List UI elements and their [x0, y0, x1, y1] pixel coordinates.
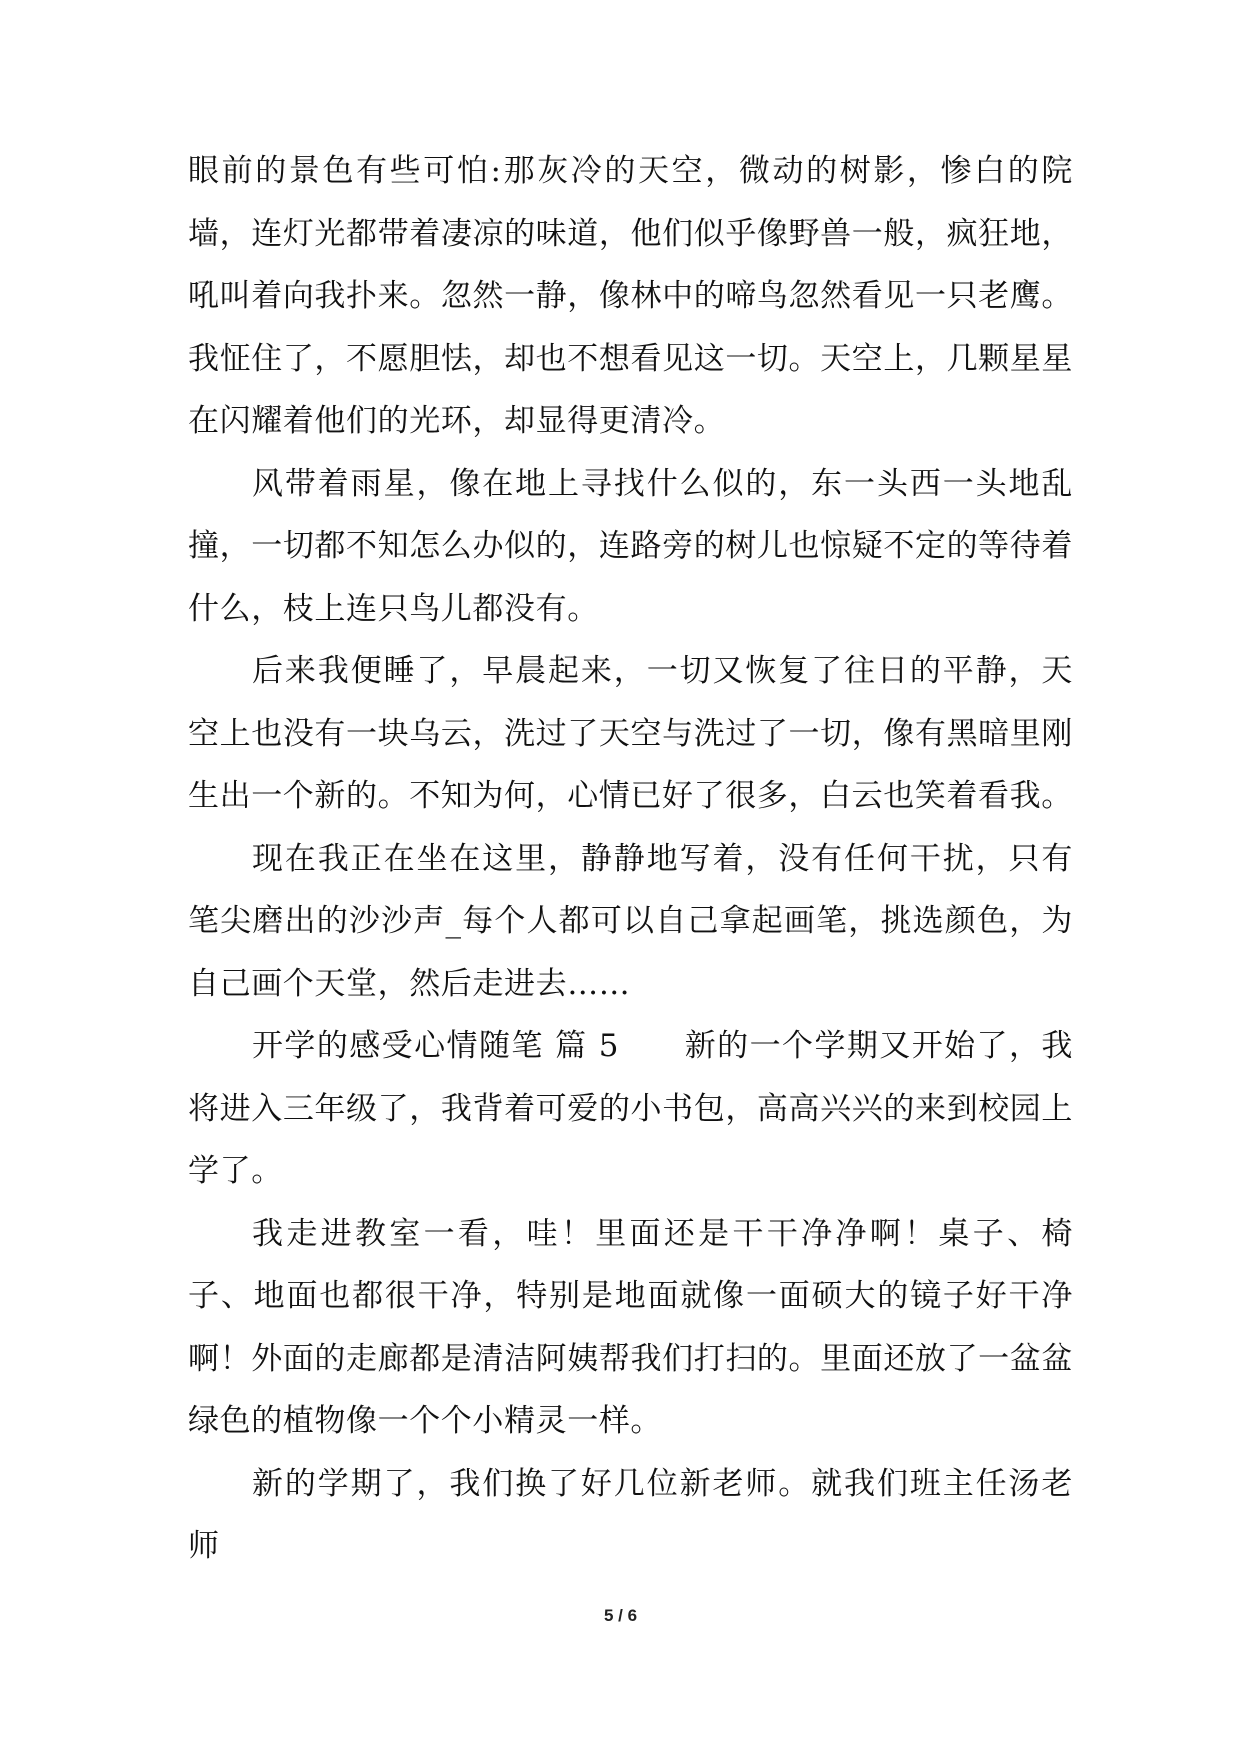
- page-number: 5 / 6: [603, 1606, 638, 1625]
- paragraph-6: 我走进教室一看，哇！里面还是干干净净啊！桌子、椅子、地面也都很干净，特别是地面就像一面硕大的镜子好干净啊！外面的走廊都是清洁阿姨帮我们打扫的。里面还放了一盆盆绿色的植物像一个个小精灵一样。: [188, 1215, 1073, 1439]
- paragraph-7: 新的学期了，我们换了好几位新老师。就我们班主任汤老师: [188, 1465, 1073, 1564]
- paragraph-1: 眼前的景色有些可怕:那灰冷的天空，微动的树影，惨白的院墙，连灯光都带着凄凉的味道，他们似乎像野兽一般，疯狂地，吼叫着向我扑来。忽然一静，像林中的啼鸟忽然看见一只老鹰。我怔住了，不愿胆怯，却也不想看见这一切。天空上，几颗星星在闪耀着他们的光环，却显得更清冷。: [188, 153, 1073, 439]
- paragraph-4: 现在我正在坐在这里，静静地写着，没有任何干扰，只有笔尖磨出的沙沙声_每个人都可以自己拿起画笔，挑选颜色，为自己画个天堂，然后走进去……: [188, 840, 1073, 1002]
- paragraph-2: 风带着雨星，像在地上寻找什么似的，东一头西一头地乱撞，一切都不知怎么办似的，连路旁的树儿也惊疑不定的等待着什么，枝上连只鸟儿都没有。: [188, 465, 1073, 627]
- body-text: [188, 140, 1073, 1578]
- paragraph-5: 开学的感受心情随笔 篇 5 新的一个学期又开始了，我将进入三年级了，我背着可爱的小书包，高高兴兴的来到校园上学了。: [188, 1028, 1073, 1189]
- paragraph-3: 后来我便睡了，早晨起来，一切又恢复了往日的平静，天空上也没有一块乌云，洗过了天空与洗过了一切，像有黑暗里刚生出一个新的。不知为何，心情已好了很多，白云也笑着看我。: [188, 653, 1073, 814]
